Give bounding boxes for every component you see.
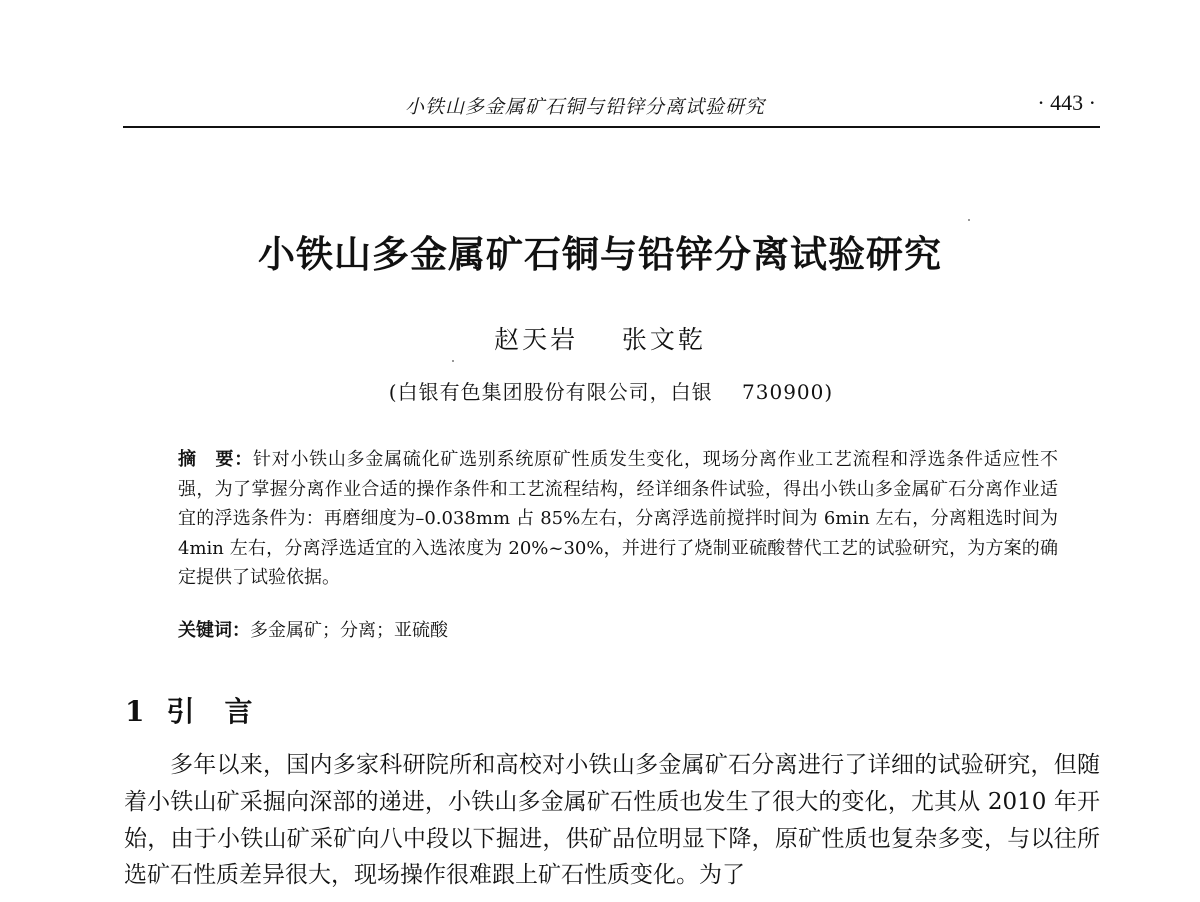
scan-speck: [452, 360, 454, 362]
section-title: 引言: [166, 695, 283, 728]
scan-speck: [968, 219, 970, 221]
section-number: 1: [125, 695, 145, 728]
abstract-paragraph: [178, 445, 1058, 593]
section-heading: [125, 690, 283, 730]
keywords-text: 多金属矿；分离；亚硫酸: [250, 620, 448, 641]
running-title: 小铁山多金属矿石铜与铅锌分离试验研究: [405, 96, 766, 118]
section-body: [124, 747, 1100, 894]
article-authors: 赵天岩 张文乾: [494, 325, 706, 354]
page-number: · 443 ·: [1037, 90, 1096, 115]
keywords-line: [178, 616, 448, 642]
abstract-label: 摘 要：: [178, 449, 253, 470]
article-affiliation: (白银有色集团股份有限公司，白银 730900): [388, 380, 834, 404]
article-title: 小铁山多金属矿石铜与铅锌分离试验研究: [258, 232, 942, 276]
keywords-label: 关键词：: [178, 620, 250, 641]
abstract-text: 针对小铁山多金属硫化矿选别系统原矿性质发生变化，现场分离作业工艺流程和浮选条件适应性不强，为了掌握分离作业合适的操作条件和工艺流程结构，经详细条件试验，得出小铁山多金属矿石分离作业适宜的浮选条件为：再磨细度为–0.038mm 占 85%左右，分离浮选前搅拌时间为 6min 左右，分离粗选时间为 4min 左右，分离浮选适宜的入选浓度为 20%~30%，并进行了烧制亚硫酸替代工艺的试验研究，为方案的确定提供了试验依据。: [178, 449, 1059, 588]
abstract-block: [178, 445, 1058, 593]
running-header: [123, 88, 1100, 128]
body-paragraph: 多年以来，国内多家科研院所和高校对小铁山多金属矿石分离进行了详细的试验研究，但随着小铁山矿采掘向深部的递进，小铁山多金属矿石性质也发生了很大的变化，尤其从 2010 年开始，由于小铁山矿采矿向八中段以下掘进，供矿品位明显下降，原矿性质也复杂多变，与以往所选矿石性质差异很大，现场操作很难跟上矿石性质变化。为了: [124, 752, 1100, 889]
